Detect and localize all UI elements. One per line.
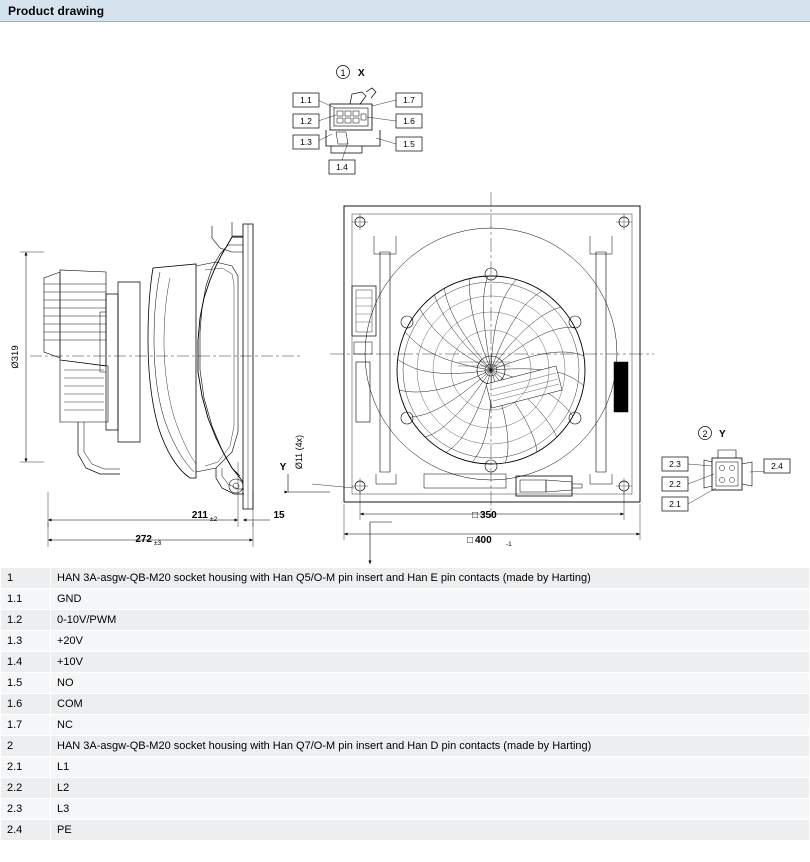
- dimension-hole-diameter: Ø11 (4x): [294, 434, 304, 470]
- callout-1-view-label: X: [358, 68, 365, 79]
- legend-value: 0-10V/PWM: [51, 610, 810, 631]
- dimension-square-symbol-350: □: [471, 510, 478, 521]
- legend-value: L2: [51, 778, 810, 799]
- legend-key: 2.3: [1, 799, 51, 820]
- legend-key: 2.1: [1, 757, 51, 778]
- table-row: [1, 694, 810, 715]
- pin-label-2-3: 2.3: [669, 459, 681, 469]
- legend-value: L3: [51, 799, 810, 820]
- dimension-diameter-319: Ø319: [10, 345, 21, 369]
- legend-value: NC: [51, 715, 810, 736]
- legend-table: [0, 567, 810, 841]
- legend-key: 1.7: [1, 715, 51, 736]
- legend-key: 1.3: [1, 631, 51, 652]
- table-row: [1, 736, 810, 757]
- table-row: [1, 820, 810, 841]
- table-row: [1, 652, 810, 673]
- front-view: [288, 192, 654, 564]
- section-mark-y: Y: [279, 462, 287, 473]
- legend-key: 1.4: [1, 652, 51, 673]
- section-mark-x: [363, 566, 370, 567]
- pin-label-1-3: 1.3: [300, 137, 312, 147]
- table-row: [1, 610, 810, 631]
- table-row: [1, 568, 810, 589]
- dimension-square-symbol-400: □: [466, 535, 473, 546]
- pin-label-2-2: 2.2: [669, 479, 681, 489]
- pin-label-1-2: 1.2: [300, 116, 312, 126]
- callout-2-view-label: Y: [719, 429, 726, 440]
- dimension-depth-272: 272: [135, 534, 152, 545]
- dimension-depth-211-tol: ±2: [210, 516, 218, 523]
- pin-label-1-7: 1.7: [403, 95, 415, 105]
- callout-1-number: 1: [340, 68, 346, 78]
- dimension-square-400-tol: -1: [506, 541, 512, 548]
- table-row: [1, 778, 810, 799]
- callout-2-number: 2: [702, 429, 708, 439]
- dimension-depth-211: 211: [191, 510, 208, 521]
- legend-key: 1: [1, 568, 51, 589]
- legend-value: HAN 3A-asgw-QB-M20 socket housing with Han Q7/O-M pin insert and Han D pin contacts (made by Harting): [51, 736, 810, 757]
- pin-label-1-4: 1.4: [336, 162, 348, 172]
- legend-key: 2.2: [1, 778, 51, 799]
- legend-value: L1: [51, 757, 810, 778]
- section-header: [0, 0, 810, 22]
- legend-key: 2: [1, 736, 51, 757]
- legend-table-body: [1, 568, 810, 841]
- legend-value: PE: [51, 820, 810, 841]
- technical-drawing-svg: [0, 22, 810, 567]
- legend-key: 2.4: [1, 820, 51, 841]
- pin-label-1-1: 1.1: [300, 95, 312, 105]
- legend-value: GND: [51, 589, 810, 610]
- page-title: Product drawing: [8, 3, 105, 18]
- legend-value: +10V: [51, 652, 810, 673]
- table-row: [1, 715, 810, 736]
- legend-value: NO: [51, 673, 810, 694]
- dimension-square-400: 400: [475, 535, 492, 546]
- legend-key: 1.1: [1, 589, 51, 610]
- table-row: [1, 631, 810, 652]
- legend-value: COM: [51, 694, 810, 715]
- side-view: [20, 222, 300, 547]
- table-row: [1, 589, 810, 610]
- dimension-flange-15: 15: [273, 510, 285, 521]
- pin-label-1-5: 1.5: [403, 139, 415, 149]
- dimension-depth-272-tol: ±3: [154, 540, 162, 547]
- pin-label-2-1: 2.1: [669, 499, 681, 509]
- legend-key: 1.6: [1, 694, 51, 715]
- pin-label-2-4: 2.4: [771, 461, 783, 471]
- table-row: [1, 757, 810, 778]
- product-drawing-figure: [0, 22, 810, 567]
- table-row: [1, 673, 810, 694]
- legend-key: 1.2: [1, 610, 51, 631]
- legend-value: HAN 3A-asgw-QB-M20 socket housing with Han Q5/O-M pin insert and Han E pin contacts (made by Harting): [51, 568, 810, 589]
- legend-key: 1.5: [1, 673, 51, 694]
- pin-label-1-6: 1.6: [403, 116, 415, 126]
- legend-value: +20V: [51, 631, 810, 652]
- table-row: [1, 799, 810, 820]
- dimension-square-350: 350: [480, 510, 497, 521]
